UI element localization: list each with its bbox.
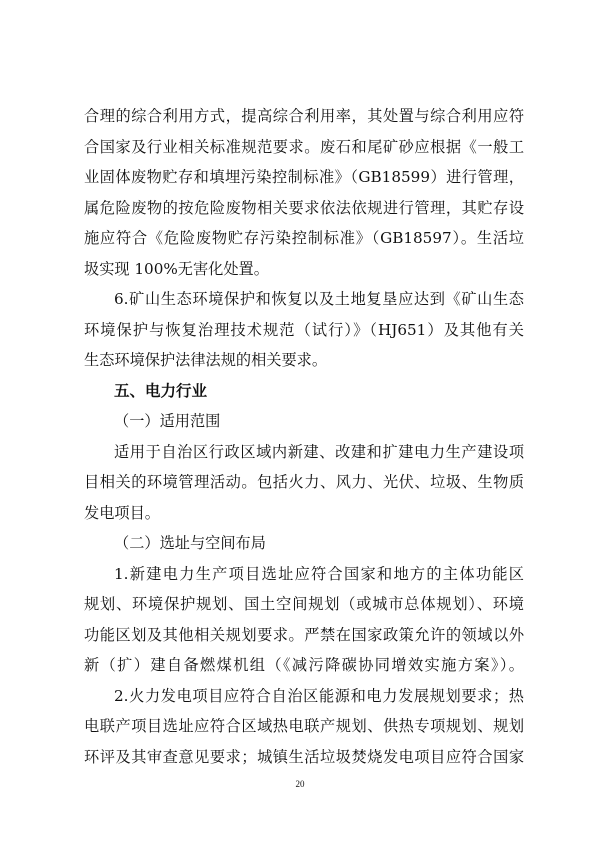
body-text-line: 环境保护与恢复治理技术规范（试行）》（HJ651）及其他有关 [84, 321, 524, 339]
body-text-line: 属危险废物的按危险废物相关要求依法依规进行管理，其贮存设 [84, 199, 524, 217]
body-text-line: 6.矿山生态环境保护和恢复以及土地复垦应达到《矿山生态 [114, 290, 524, 308]
body-text-line: 2.火力发电项目应符合自治区能源和电力发展规划要求；热 [114, 687, 524, 705]
body-text-line: 适用于自治区行政区域内新建、改建和扩建电力生产建设项 [114, 443, 524, 461]
body-text-line: 环评及其审查意见要求；城镇生活垃圾焚烧发电项目应符合国家 [84, 748, 524, 766]
body-text-line: 电联产项目选址应符合区域热电联产规划、供热专项规划、规划 [84, 717, 524, 735]
body-text-line: 1.新建电力生产项目选址应符合国家和地方的主体功能区 [114, 565, 524, 583]
section-heading: 五、电力行业 [114, 382, 208, 400]
subsection-heading: （一）适用范围 [114, 412, 221, 430]
body-text-line: 合国家及行业相关标准规范要求。废石和尾矿砂应根据《一般工 [84, 138, 524, 156]
body-text-line: 规划、环境保护规划、国土空间规划（或城市总体规划）、环境 [84, 595, 524, 613]
body-text-line: 新（扩）建自备燃煤机组（《减污降碳协同增效实施方案》）。 [84, 656, 524, 674]
body-text-line: 功能区划及其他相关规划要求。严禁在国家政策允许的领域以外 [84, 626, 524, 644]
body-text-line: 业固体废物贮存和填埋污染控制标准》（GB18599）进行管理， [84, 168, 524, 186]
body-text-line: 圾实现 100%无害化处置。 [84, 260, 269, 278]
body-text-line: 合理的综合利用方式，提高综合利用率，其处置与综合利用应符 [84, 107, 524, 125]
body-text-line: 生态环境保护法律法规的相关要求。 [84, 351, 327, 369]
page-number: 20 [295, 779, 305, 789]
body-text-line: 发电项目。 [84, 504, 160, 522]
body-text-line: 目相关的环境管理活动。包括火力、风力、光伏、垃圾、生物质 [84, 473, 524, 491]
body-text-line: 施应符合《危险废物贮存污染控制标准》（GB18597）。生活垃 [84, 229, 524, 247]
subsection-heading: （二）选址与空间布局 [114, 534, 266, 552]
